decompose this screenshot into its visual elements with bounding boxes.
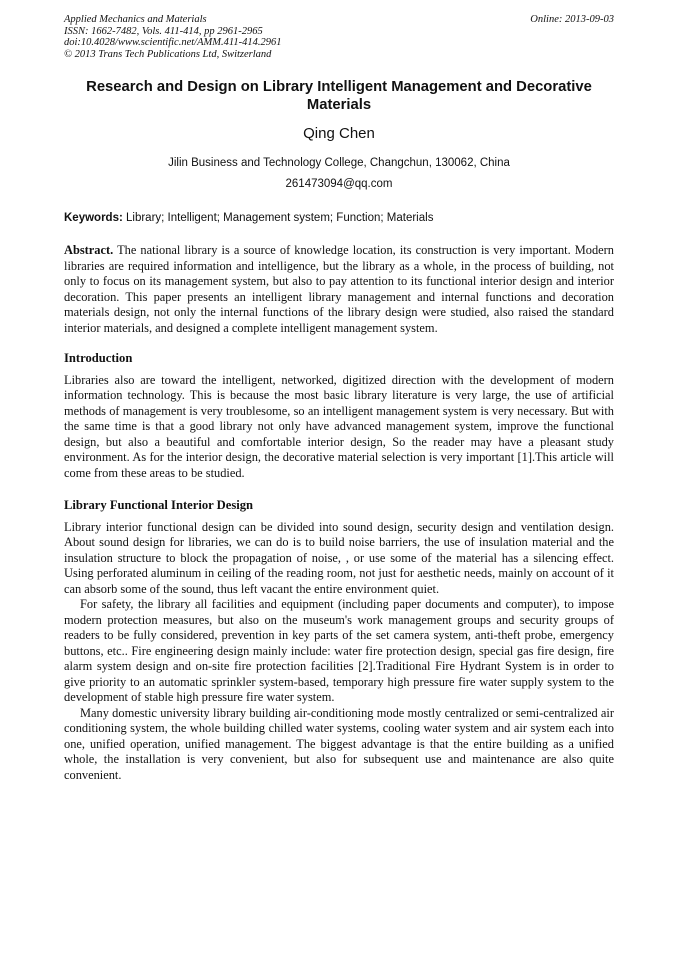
paper-title: Research and Design on Library Intelligent Management and Decorative Materials — [86, 79, 592, 113]
author-affiliation: Jilin Business and Technology College, Changchun, 130062, China — [168, 157, 510, 169]
section-paragraph: Libraries also are toward the intelligent, networked, digitized direction with the development of modern information technology. This is because the most basic library literature is very large, the use of artificial methods of management is very troublesome, so an intelligent management system is very necessary. But with the same time is that a good library not only have advanced management system, improve the functional design, but also a beautiful and comfortable interior design, So the reader may have a pleasant study environment. As for the interior design, the decorative material selection is very important [1].This article will come from these areas to be studied. — [64, 372, 614, 480]
keywords — [64, 211, 614, 225]
section-functional-design — [64, 498, 614, 783]
online-date: Online: 2013-09-03 — [530, 14, 614, 25]
section-heading: Library Functional Interior Design — [64, 498, 254, 512]
keywords-text: Library; Intelligent; Management system; Function; Materials — [126, 212, 434, 224]
journal-issn: ISSN: 1662-7482, Vols. 411-414, pp 2961-2965 — [64, 25, 263, 37]
section-introduction — [64, 351, 614, 481]
section-paragraph: For safety, the library all facilities and equipment (including paper documents and computer), to impose modern protection measures, but also on the museum's work management groups and security groups of readers to be fully considered, prevention in key parts of the set camera system, anti-theft probe, emergency buttons, etc.. Fire engineering design mainly include: water fire protection design, special gas fire design, fire alarm system design and on-site fire protection facilities [2].Traditional Fire Hydrant System is in order to give priority to an automatic sprinkler system-based, temporary high pressure fire water supply system to the development of stable high pressure fire water system. — [64, 597, 614, 704]
paper-page — [64, 14, 614, 783]
section-paragraph: Library interior functional design can be divided into sound design, security design and ventilation design. About sound design for libraries, we can do is to build noise barriers, the use of insulation material and the insulation structure to block the propagation of noise, , or use some of the material has a silencing effect. Using perforated aluminum in ceiling of the reading room, not just for aesthetic needs, mainly on account of it can absorb some of the sound, thus left vacant the entire environment quiet. — [64, 519, 614, 596]
abstract-label: Abstract. — [64, 243, 114, 257]
keywords-label: Keywords: — [64, 212, 123, 224]
journal-copyright: © 2013 Trans Tech Publications Ltd, Switzerland — [64, 48, 272, 60]
journal-name: Applied Mechanics and Materials — [64, 14, 207, 25]
abstract — [64, 243, 614, 336]
author-name: Qing Chen — [303, 125, 375, 142]
journal-info — [64, 14, 281, 60]
section-heading: Introduction — [64, 351, 133, 365]
author-email: 261473094@qq.com — [285, 178, 393, 190]
section-paragraph: Many domestic university library building air-conditioning mode mostly centralized or semi-centralized air conditioning system, the whole building chilled water systems, cooling water system and air system each into one, unified operation, unified management. The biggest advantage is that the entire building as a unified whole, the installation is very convenient, but also for subsequent use and maintenance are also quite convenient. — [64, 705, 614, 782]
journal-header — [64, 14, 614, 60]
abstract-text: The national library is a source of knowledge location, its construction is very important. Modern libraries are required information and intelligence, but the library as a whole, in the process of building, not only to focus on its management system, but also to pay attention to its functional interior design and interior decoration. This paper presents an intelligent library management and internal functions and decoration materials design, not only the internal functions of the library design were studied, also raised the standard interior materials, and designed a complete intelligent management system. — [64, 243, 614, 335]
journal-doi: doi:10.4028/www.scientific.net/AMM.411-414.2961 — [64, 37, 282, 48]
